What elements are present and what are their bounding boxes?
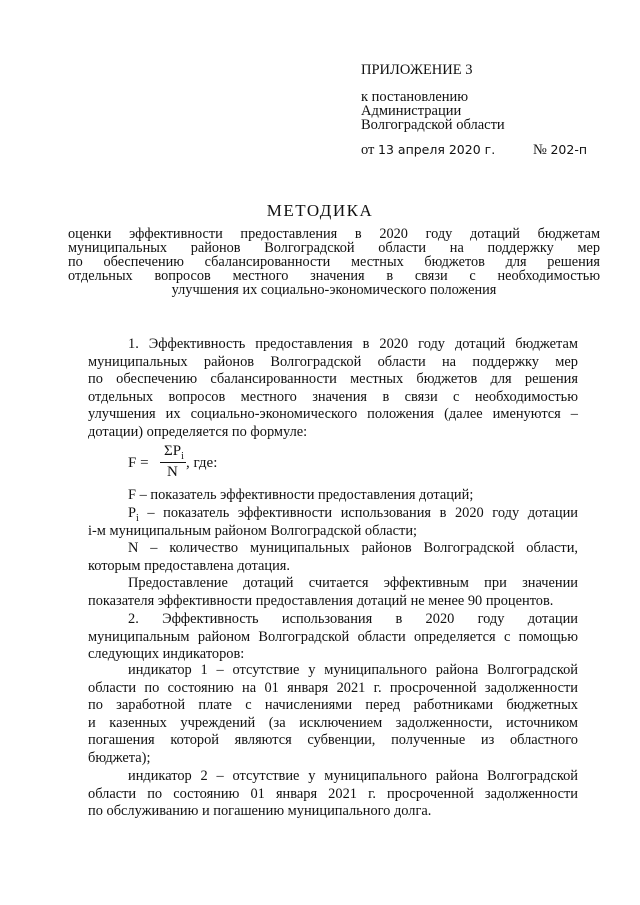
- formula-denominator: N: [167, 464, 178, 480]
- indicator-line: погашения которой являются субвенции, полученные из областного: [88, 732, 578, 749]
- formula-numerator: $\Sigma P_i$: [164, 443, 184, 462]
- subtitle-line: улучшения их социально-экономического положения: [171, 282, 497, 298]
- effective-line: Предоставление дотаций считается эффективным при значении: [128, 575, 578, 592]
- paragraph-line: 1. Эффективность предоставления в 2020 году дотаций бюджетам: [128, 336, 578, 352]
- indicator-line: области по состоянию на 01 января 2021 г. просроченной задолженности: [88, 679, 578, 696]
- decree-number-line: [533, 142, 587, 158]
- region-line: Волгоградской области: [361, 117, 505, 133]
- paragraph-line: по обеспечению сбалансированности местных бюджетов для решения: [88, 371, 578, 388]
- number-prefix: №: [533, 142, 547, 158]
- indicator-line: индикатор 2 – отсутствие у муниципального района Волгоградской: [128, 768, 578, 784]
- effective-line: показателя эффективности предоставления дотаций не менее 90 процентов.: [88, 592, 554, 609]
- decree-date: 13 апреля 2020 г.: [378, 142, 496, 157]
- subtitle-line: отдельных вопросов местного значения в связи с необходимостью: [68, 268, 600, 284]
- formula-lhs: F =: [128, 455, 149, 471]
- indicator-1: [88, 662, 578, 768]
- definition-n-line: N – количество муниципальных районов Волгоградской области,: [128, 540, 578, 557]
- administration-line: Администрации: [361, 103, 462, 119]
- paragraph-line: дотации) определяется по формуле:: [88, 423, 308, 440]
- paragraph-2: [88, 611, 578, 664]
- definition-p-line: i-м муниципальным районом Волгоградской области;: [88, 522, 418, 539]
- date-prefix: от: [361, 142, 375, 158]
- decree-date-line: [361, 142, 495, 158]
- indicator-2: [88, 768, 578, 821]
- document-subtitle: [68, 227, 600, 297]
- paragraph-line: муниципальных районов Волгоградской области на поддержку мер: [88, 353, 578, 370]
- indicator-line: по заработной плате с начислениями перед работниками бюджетных: [88, 697, 578, 714]
- indicator-line: и казенных учреждений (за исключением задолженности, источником: [88, 714, 578, 731]
- indicator-line: по обслуживанию и погашению муниципального долга.: [88, 803, 432, 820]
- paragraph-line: отдельных вопросов местного значения в связи с необходимостью: [88, 388, 578, 405]
- definition-p-line: $P_i$ – показатель эффективности использования в 2020 году дотации: [128, 504, 578, 524]
- paragraph-line: следующих индикаторов:: [88, 646, 245, 663]
- subtitle-line: оценки эффективности предоставления в 2020 году дотаций бюджетам: [68, 226, 600, 242]
- indicator-line: области по состоянию 01 января 2021 г. просроченной задолженности: [88, 785, 578, 802]
- definition-f: F – показатель эффективности предоставления дотаций;: [128, 487, 474, 503]
- decree-number: 202-п: [550, 142, 588, 157]
- paragraph-line: муниципальным районом Волгоградской области определяется с помощью: [88, 628, 578, 645]
- formula-tail: , где:: [186, 455, 218, 471]
- fraction-bar: [160, 462, 186, 463]
- p-symbol: $P_i$: [128, 504, 139, 524]
- definitions: [88, 487, 578, 611]
- paragraph-line: улучшения их социально-экономического положения (далее именуются –: [88, 406, 578, 423]
- appendix-label: ПРИЛОЖЕНИЕ 3: [361, 62, 473, 78]
- indicator-line: индикатор 1 – отсутствие у муниципального района Волгоградской: [128, 662, 578, 678]
- efficiency-formula: [128, 443, 268, 483]
- subtitle-line: по обеспечению сбалансированности местных бюджетов для решения: [68, 254, 600, 270]
- decree-ref-line: к постановлению: [361, 89, 469, 105]
- document-title: МЕТОДИКА: [266, 201, 374, 220]
- paragraph-line: 2. Эффективность использования в 2020 году дотации: [128, 611, 578, 627]
- indicator-line: бюджета);: [88, 749, 151, 766]
- definition-n-line: которым предоставлена дотация.: [88, 557, 290, 574]
- paragraph-1: [88, 336, 578, 442]
- subtitle-line: муниципальных районов Волгоградской области на поддержку мер: [68, 240, 600, 256]
